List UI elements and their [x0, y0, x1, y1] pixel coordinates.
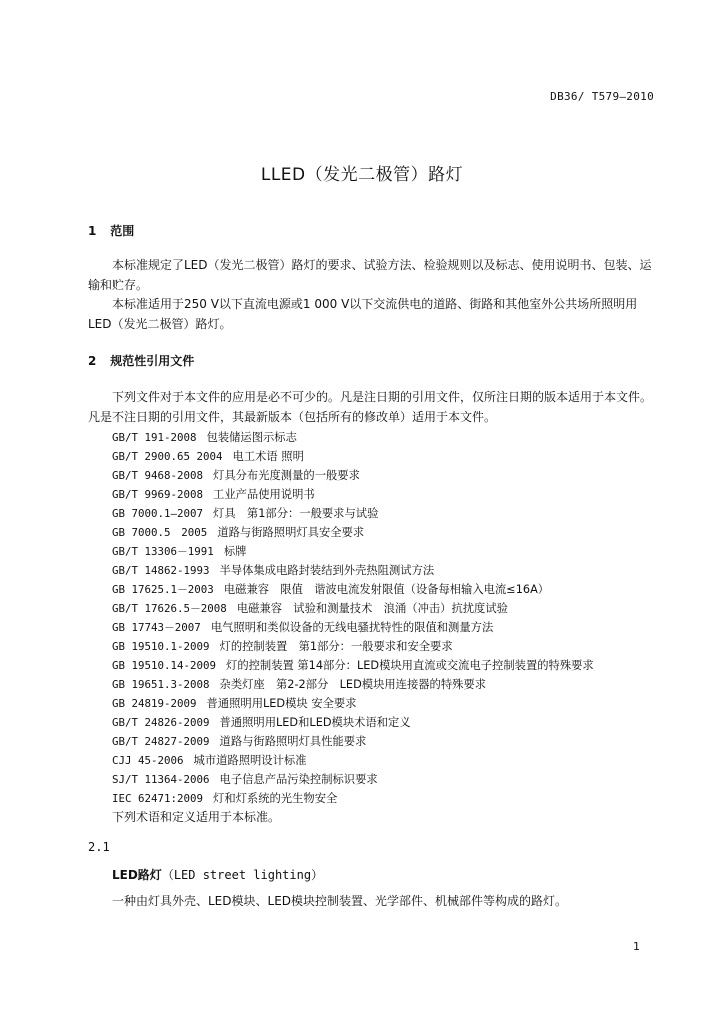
- reference-code: GB 7000.5 2005: [112, 526, 208, 539]
- reference-code: GB 17625.1－2003: [112, 583, 214, 596]
- reference-title: 灯具分布光度测量的一般要求: [213, 469, 360, 482]
- terms-intro: 下列术语和定义适用于本标准。: [112, 810, 281, 824]
- reference-title: 电气照明和类似设备的无线电骚扰特性的限值和测量方法: [210, 621, 494, 634]
- reference-item: [112, 637, 594, 656]
- reference-title: 道路与街路照明灯具性能要求: [219, 735, 367, 748]
- reference-item: [112, 523, 594, 542]
- reference-item: [112, 675, 594, 694]
- reference-title: 电磁兼容 限值 谐波电流发射限值（设备每相输入电流≤16A）: [223, 583, 550, 596]
- reference-item: [112, 466, 594, 485]
- reference-item: [112, 770, 594, 789]
- reference-code: GB/T 24827-2009: [112, 735, 210, 748]
- reference-title: 标牌: [223, 545, 247, 558]
- reference-item: [112, 751, 594, 770]
- term-heading: [112, 866, 323, 883]
- reference-item: [112, 561, 594, 580]
- section-title: 范围: [110, 224, 135, 238]
- reference-title: 半导体集成电路封装结到外壳热阻测试方法: [219, 564, 435, 577]
- reference-item: [112, 542, 594, 561]
- reference-title: 城市道路照明设计标准: [193, 754, 307, 767]
- section-title: 规范性引用文件: [110, 354, 195, 368]
- reference-item: [112, 485, 594, 504]
- document-title: LLED（发光二极管）路灯: [260, 165, 464, 185]
- scope-paragraph-1: [88, 255, 658, 295]
- standard-code: DB36/ T579—2010: [550, 90, 654, 103]
- reference-code: GB 17743－2007: [112, 621, 201, 634]
- reference-title: 灯的控制装置 第1部分：一般要求和安全要求: [219, 640, 453, 653]
- reference-code: GB/T 2900.65 2004: [112, 450, 223, 463]
- reference-title: 杂类灯座 第2-2部分 LED模块用连接器的特殊要求: [219, 678, 487, 691]
- term-definition: 一种由灯具外壳、LED模块、LED模块控制装置、光学部件、机械部件等构成的路灯。: [112, 894, 568, 908]
- reference-item: [112, 428, 594, 447]
- reference-item: [112, 580, 594, 599]
- reference-code: GB/T 17626.5－2008: [112, 602, 227, 615]
- reference-title: 电工术语 照明: [232, 450, 304, 463]
- term-english: （LED street lighting）: [161, 868, 324, 882]
- reference-item: [112, 713, 594, 732]
- reference-item: [112, 447, 594, 466]
- reference-code: GB/T 13306－1991: [112, 545, 214, 558]
- reference-code: GB/T 9969-2008: [112, 488, 204, 501]
- reference-item: [112, 618, 594, 637]
- reference-list: [112, 428, 594, 808]
- reference-code: GB 7000.1—2007: [112, 507, 204, 520]
- reference-item: [112, 789, 594, 808]
- reference-code: GB/T 191-2008: [112, 431, 197, 444]
- reference-code: IEC 62471:2009: [112, 792, 204, 805]
- reference-title: 电磁兼容 试验和测量技术 浪涌（冲击）抗扰度试验: [236, 602, 508, 615]
- reference-title: 道路与街路照明灯具安全要求: [217, 526, 365, 539]
- term-chinese: LED路灯: [112, 868, 162, 882]
- reference-item: [112, 656, 594, 675]
- reference-code: GB 19651.3-2008: [112, 678, 210, 691]
- reference-title: 灯的控制装置 第14部分：LED模块用直流或交流电子控制装置的特殊要求: [226, 659, 594, 672]
- section-number: 1: [88, 224, 97, 238]
- subsection-number: 2.1: [88, 840, 110, 854]
- paragraph-text: 本标准适用于250 V以下直流电源或1 000 V以下交流供电的道路、街路和其他室外公共场所照明用LED（发光二极管）路灯。: [88, 297, 638, 331]
- references-intro: [88, 387, 658, 427]
- reference-item: [112, 732, 594, 751]
- reference-item: [112, 599, 594, 618]
- reference-title: 灯具 第1部分：一般要求与试验: [213, 507, 379, 520]
- reference-title: 电子信息产品污染控制标识要求: [219, 773, 378, 786]
- section-2-heading: [88, 352, 194, 369]
- reference-code: GB/T 24826-2009: [112, 716, 210, 729]
- reference-title: 普通照明用LED和LED模块术语和定义: [219, 716, 411, 729]
- reference-item: [112, 504, 594, 523]
- page-number: 1: [633, 940, 640, 953]
- section-number: 2: [88, 354, 97, 368]
- reference-code: GB 24819-2009: [112, 697, 197, 710]
- scope-paragraph-2: [88, 294, 658, 334]
- reference-code: SJ/T 11364-2006: [112, 773, 210, 786]
- reference-item: [112, 694, 594, 713]
- reference-code: GB 19510.14-2009: [112, 659, 217, 672]
- reference-title: 普通照明用LED模块 安全要求: [206, 697, 357, 710]
- reference-code: GB/T 14862-1993: [112, 564, 210, 577]
- paragraph-text: 下列文件对于本文件的应用是必不可少的。凡是注日期的引用文件，仅所注日期的版本适用于本文件。凡是不注日期的引用文件，其最新版本（包括所有的修改单）适用于本文件。: [88, 390, 653, 424]
- reference-code: GB 19510.1-2009: [112, 640, 210, 653]
- paragraph-text: 本标准规定了LED（发光二极管）路灯的要求、试验方法、检验规则以及标志、使用说明书、包装、运输和贮存。: [88, 258, 652, 292]
- reference-title: 包装储运图示标志: [206, 431, 297, 444]
- reference-code: CJJ 45-2006: [112, 754, 184, 767]
- reference-title: 工业产品使用说明书: [213, 488, 315, 501]
- reference-title: 灯和灯系统的光生物安全: [213, 792, 338, 805]
- section-1-heading: [88, 222, 134, 239]
- reference-code: GB/T 9468-2008: [112, 469, 204, 482]
